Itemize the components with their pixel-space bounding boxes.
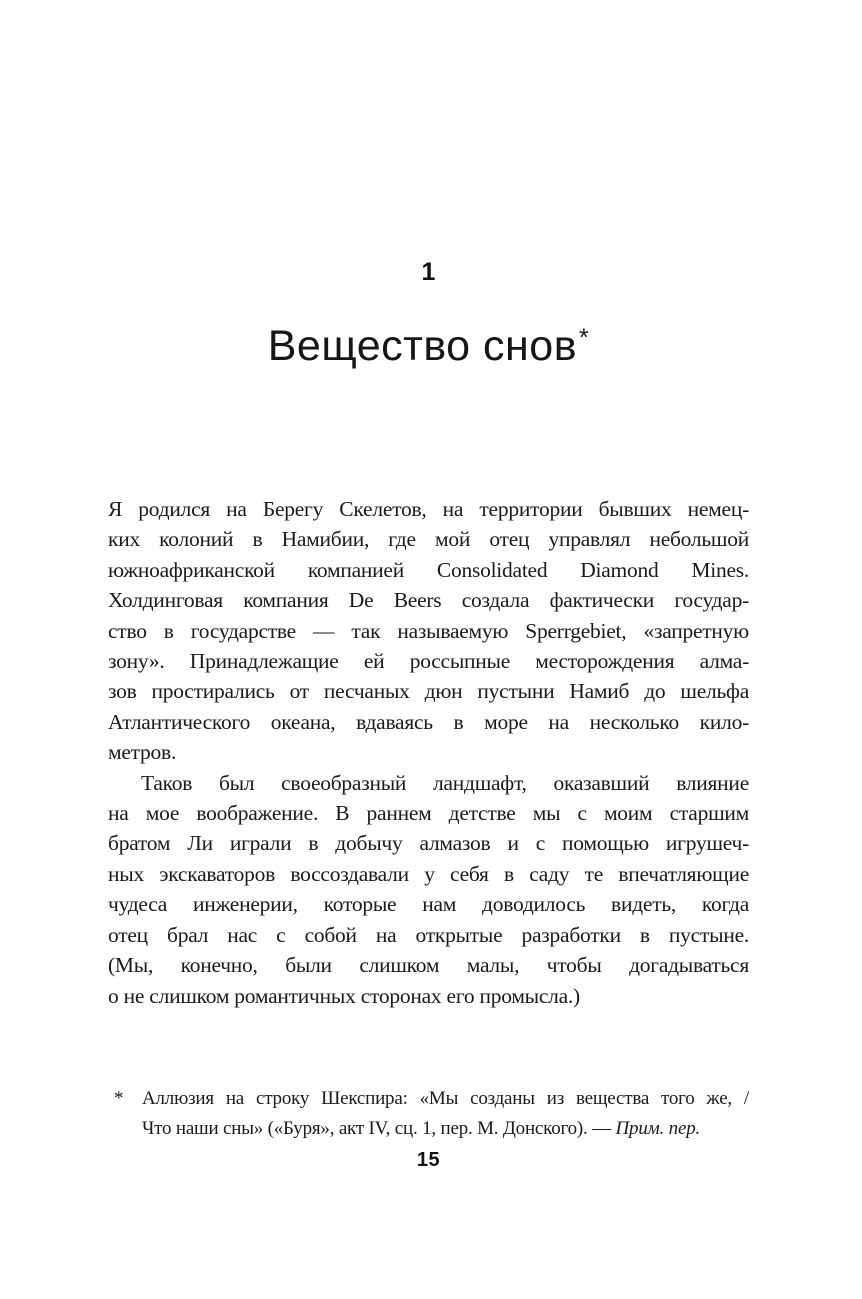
footnote-text: [142, 1084, 749, 1144]
body-text-line: братом Ли играли в добычу алмазов и с помощью игрушеч-: [108, 831, 749, 856]
footnote-line: [142, 1114, 749, 1144]
footnote-marker: *: [114, 1088, 124, 1109]
body-text-line: Я родился на Берегу Скелетов, на территории бывших немец-: [108, 497, 749, 521]
body-text-line: ких колоний в Намибии, где мой отец управлял небольшой: [108, 527, 749, 552]
footnote-line-text: Что наши сны» («Буря», акт IV, сц. 1, пер. М. Донского). —: [142, 1118, 616, 1139]
chapter-number: 1: [421, 258, 436, 286]
body-text-line: Таков был своеобразный ландшафт, оказавший влияние: [141, 770, 749, 795]
body-text: [108, 494, 749, 1011]
body-text-line: ных экскаваторов воссоздавали у себя в саду те впечатляющие: [108, 861, 749, 886]
body-text-line: на мое воображение. В раннем детстве мы с моим старшим: [108, 801, 749, 826]
chapter-title: [30, 323, 827, 370]
body-text-line: о не слишком романтичных сторонах его промысла.): [108, 983, 580, 1008]
footnote-line: Аллюзия на строку Шекспира: «Мы созданы из вещества того же, /: [142, 1088, 749, 1109]
body-text-line: отец брал нас с собой на открытые разработки в пустыне.: [108, 922, 749, 947]
body-text-line: метров.: [108, 740, 177, 765]
footnote-translator-note: Прим. пер.: [615, 1118, 701, 1139]
body-text-line: зов простирались от песчаных дюн пустыни Намиб до шельфа: [108, 679, 749, 704]
body-text-line: Атлантического океана, вдаваясь в море на несколько кило-: [108, 709, 749, 734]
body-text-line: южноафриканской компанией Consolidated Diamond Mines.: [108, 557, 749, 582]
body-text-line: чудеса инженерии, которые нам доводилось видеть, когда: [108, 892, 749, 917]
footnote: [108, 1084, 749, 1144]
page-number: 15: [416, 1149, 441, 1171]
body-text-line: зону». Принадлежащие ей россыпные месторождения алма-: [108, 649, 749, 674]
chapter-title-text: Вещество снов: [267, 322, 578, 370]
body-text-line: ство в государстве — так называемую Sperrgebiet, «запретную: [108, 618, 749, 643]
body-text-line: (Мы, конечно, были слишком малы, чтобы догадываться: [108, 953, 749, 978]
body-text-line: Холдинговая компания De Beers создала фактически государ-: [108, 588, 749, 613]
footnote-reference-asterisk: *: [579, 324, 590, 353]
